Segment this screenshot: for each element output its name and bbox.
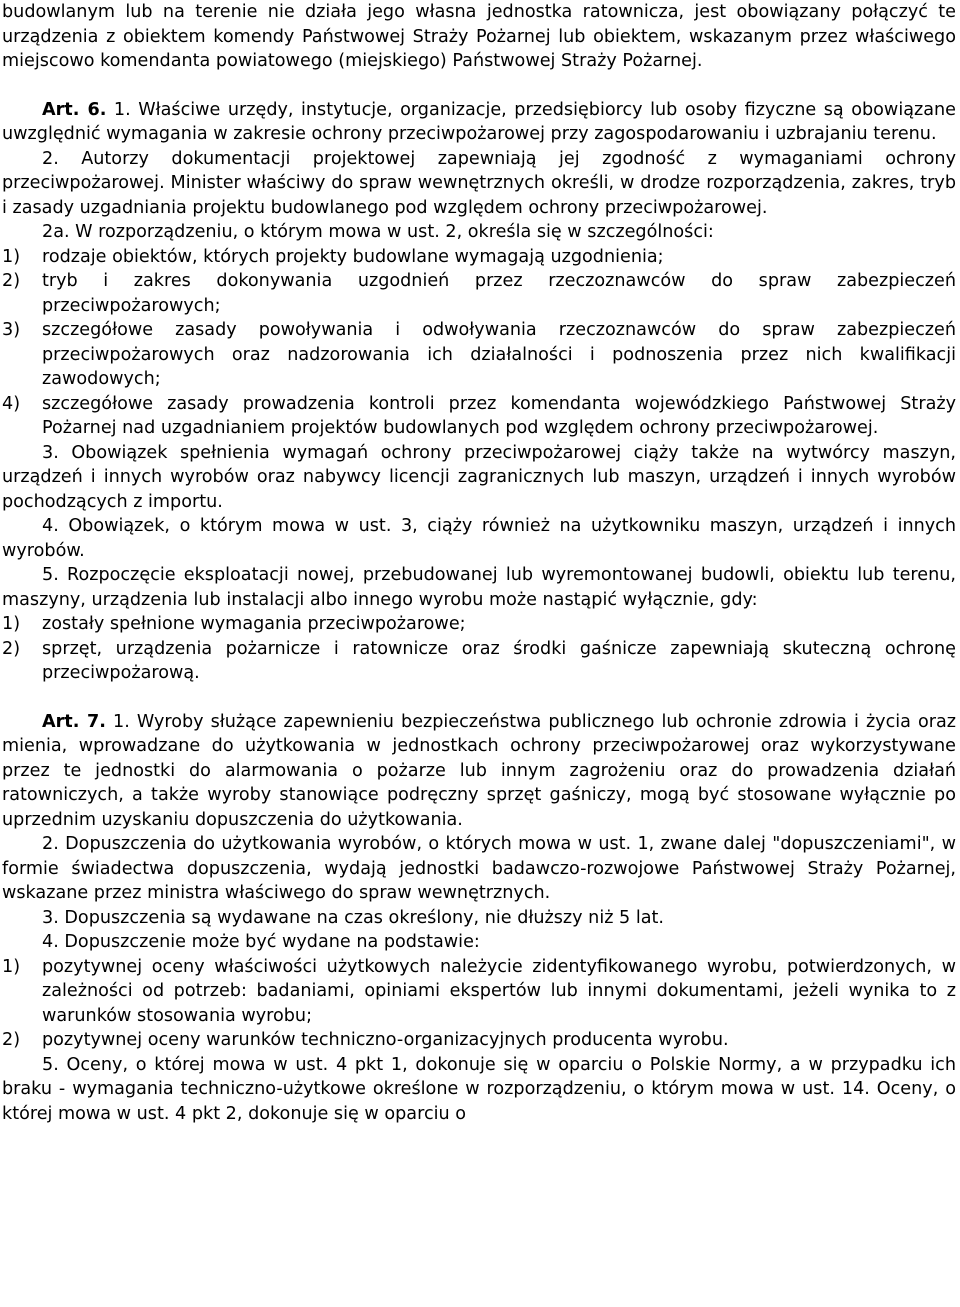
- art7-paragraph-5: 5. Oceny, o której mowa w ust. 4 pkt 1, dokonuje się w oparciu o Polskie Normy, a w przypadku ich braku - wymagania techniczno-użytkowe określone w rozporządzeniu, o którym mowa w ust. 14. Oceny, o której mowa w ust. 4 pkt 2, dokonuje się w oparciu o: [2, 1054, 956, 1124]
- list-item-text: sprzęt, urządzenia pożarnicze i ratownicze oraz środki gaśnicze zapewniają skuteczną ochronę przeciwpożarową.: [42, 638, 956, 683]
- list-item: [2, 955, 956, 1029]
- list-item-number: 2): [2, 271, 21, 291]
- list-item-number: 1): [2, 246, 21, 267]
- list-item-text: zostały spełnione wymagania przeciwpożarowe;: [42, 614, 466, 634]
- art6-paragraph-1: [2, 98, 956, 147]
- art6-paragraph-5: 5. Rozpoczęcie eksploatacji nowej, przebudowanej lub wyremontowanej budowli, obiektu lub terenu, maszyny, urządzenia lub instalacji albo innego wyrobu może nastąpić wyłącznie, gdy:: [2, 565, 956, 610]
- list-item: [2, 1028, 956, 1053]
- paragraph-intro: budowlanym lub na terenie nie działa jego własna jednostka ratownicza, jest obowiązany połączyć te urządzenia z obiektem komendy Państwowej Straży Pożarnej lub obiektem, wskazanym przez właściwego miejscowo komendanta powiatowego (miejskiego) Państwowej Straży Pożarnej.: [2, 2, 956, 71]
- list-item-text: szczegółowe zasady powoływania i odwoływania rzeczoznawców do spraw zabezpieczeń przeciwpożarowych oraz nadzorowania ich działalności i podnoszenia przez nich kwalifikacji zawodowych;: [42, 320, 956, 389]
- art6-paragraph-3: 3. Obowiązek spełnienia wymagań ochrony przeciwpożarowej ciąży także na wytwórcy maszyn, urządzeń i innych wyrobów oraz nabywcy licencji zagranicznych lub maszyn, urządzeń i innych wyrobów pochodzących z importu.: [2, 442, 956, 512]
- list-item-number: 2): [2, 1030, 21, 1050]
- art7-heading: Art. 7.: [42, 711, 106, 732]
- list-item: [2, 612, 956, 637]
- art6-paragraph-2a: 2a. W rozporządzeniu, o którym mowa w ust. 2, określa się w szczególności:: [42, 222, 714, 242]
- list-item-text: pozytywnej oceny właściwości użytkowych należycie zidentyfikowanego wyrobu, potwierdzonych, w zależności od potrzeb: badaniami, opiniami ekspertów lub innymi dokumentami, jeżeli wynika to z warunków stosowania wyrobu;: [42, 956, 956, 1026]
- list-item: [2, 318, 956, 392]
- list-item-text: pozytywnej oceny warunków techniczno-organizacyjnych producenta wyrobu.: [42, 1030, 729, 1050]
- list-item-number: 3): [2, 320, 21, 340]
- list-item-number: 4): [2, 393, 21, 414]
- list-item: [2, 637, 956, 686]
- list-item: [2, 245, 956, 270]
- art6-paragraph-2: 2. Autorzy dokumentacji projektowej zapewniają jej zgodność z wymaganiami ochrony przeciwpożarowej. Minister właściwy do spraw wewnętrznych określi, w drodze rozporządzenia, zakres, tryb i zasady uzgadniania projektu budowlanego pod względem ochrony przeciwpożarowej.: [2, 148, 956, 218]
- art7-paragraph-4: 4. Dopuszczenie może być wydane na podstawie:: [42, 932, 480, 952]
- list-item-number: 1): [2, 614, 21, 634]
- art6-s1-text: 1. Właściwe urzędy, instytucje, organizacje, przedsiębiorcy lub osoby fizyczne są obowiązane uwzględnić wymagania w zakresie ochrony przeciwpożarowej przy zagospodarowaniu i uzbrajaniu terenu.: [2, 99, 956, 144]
- art7-paragraph-2: 2. Dopuszczenia do użytkowania wyrobów, o których mowa w ust. 1, zwane dalej "dopuszczeniami", w formie świadectwa dopuszczenia, wydają jednostki badawczo-rozwojowe Państwowej Straży Pożarnej, wskazane przez ministra właściwego do spraw wewnętrznych.: [2, 834, 956, 903]
- list-item: [2, 392, 956, 441]
- art6-heading: Art. 6.: [42, 99, 107, 120]
- art6-paragraph-4: 4. Obowiązek, o którym mowa w ust. 3, ciąży również na użytkowniku maszyn, urządzeń i innych wyrobów.: [2, 516, 956, 561]
- list-item-number: 2): [2, 638, 21, 659]
- list-item-number: 1): [2, 956, 21, 977]
- list-item-text: tryb i zakres dokonywania uzgodnień przez rzeczoznawców do spraw zabezpieczeń przeciwpożarowych;: [42, 271, 956, 316]
- art7-s1-text: 1. Wyroby służące zapewnieniu bezpieczeństwa publicznego lub ochronie zdrowia i życia oraz mienia, wprowadzane do użytkowania w jednostkach ochrony przeciwpożarowej oraz wykorzystywane przez te jednostki do alarmowania o pożarze lub innym zagrożeniu oraz do prowadzenia działań ratowniczych, a także wyroby stanowiące podręczny sprzęt gaśniczy, mogą być stosowane wyłącznie po uprzednim uzyskaniu dopuszczenia do użytkowania.: [2, 711, 957, 830]
- list-item-text: rodzaje obiektów, których projekty budowlane wymagają uzgodnienia;: [42, 246, 664, 267]
- art7-paragraph-3: 3. Dopuszczenia są wydawane na czas określony, nie dłuższy niż 5 lat.: [42, 907, 664, 928]
- art7-paragraph-1: [2, 710, 956, 833]
- list-item: [2, 269, 956, 318]
- list-item-text: szczegółowe zasady prowadzenia kontroli przez komendanta wojewódzkiego Państwowej Straży Pożarnej nad uzgadnianiem projektów budowlanych pod względem ochrony przeciwpożarowej.: [42, 393, 956, 438]
